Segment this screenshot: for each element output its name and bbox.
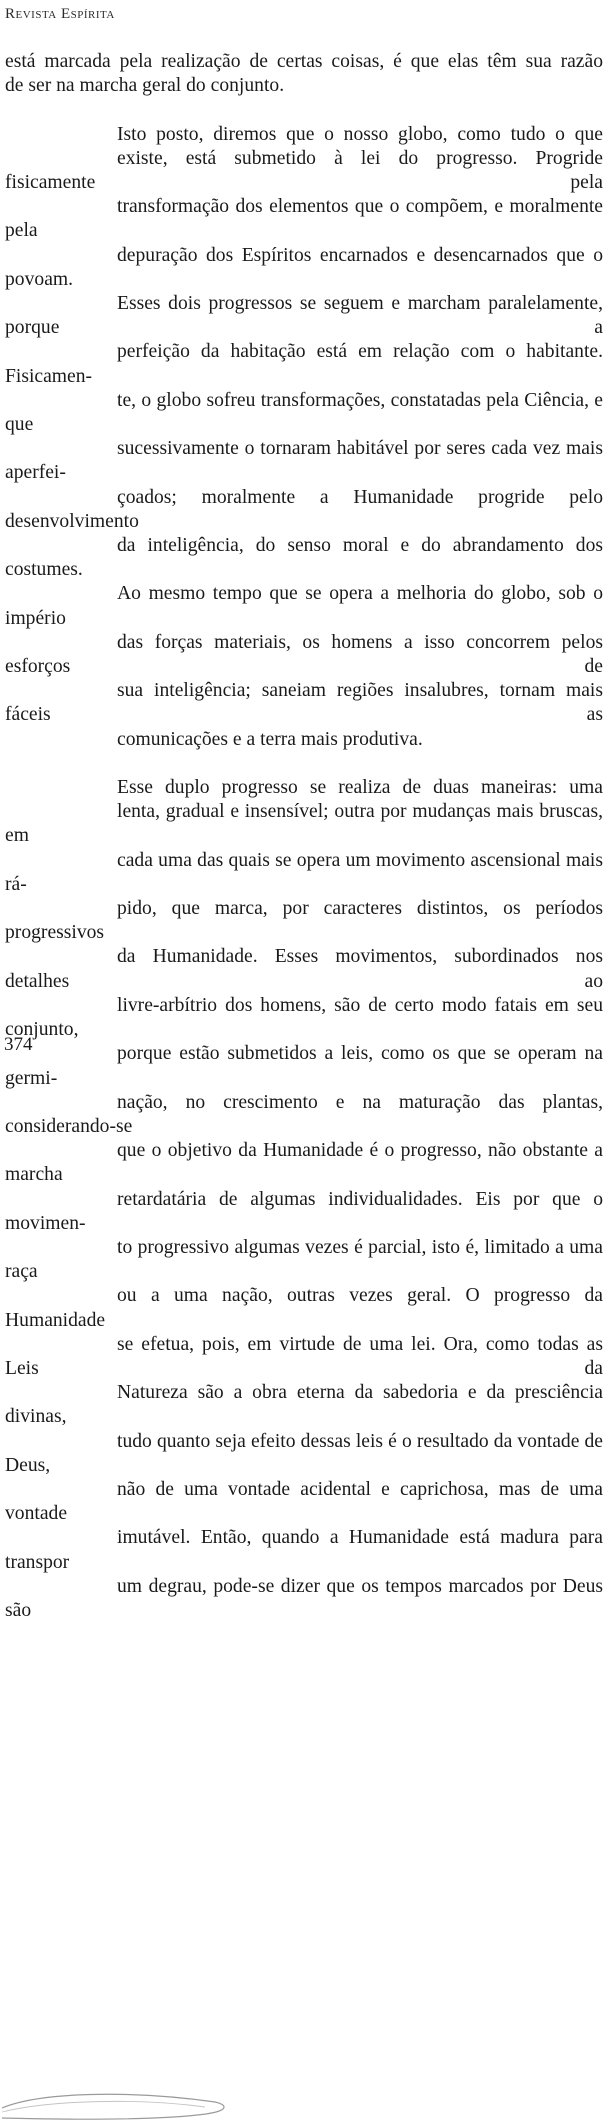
text-line: Ao mesmo tempo que se opera a melhoria do globo, sob o império [5, 583, 603, 629]
text-line: Esse duplo progresso se realiza de duas maneiras: uma [117, 777, 603, 799]
text-line: existe, está submetido à lei do progresso. Progride fisicamente pela [5, 147, 603, 193]
text-line: da inteligência, do senso moral e do abrandamento dos costumes. [5, 535, 603, 581]
text-line: to progressivo algumas vezes é parcial, isto é, limitado a uma raça [5, 1236, 603, 1283]
text-line: que o objetivo da Humanidade é o progresso, não obstante a marcha [5, 1140, 603, 1186]
text-line: não de uma vontade acidental e caprichosa, mas de uma vontade [5, 1478, 603, 1525]
decorative-swoosh-icon [0, 2078, 240, 2127]
text-line: cada uma das quais se opera um movimento ascensional mais rá- [5, 849, 603, 895]
text-line: está marcada pela realização de certas coisas, é que elas têm sua razão [5, 51, 603, 72]
text-line: Natureza são a obra eterna da sabedoria e da presciência divinas, [5, 1382, 603, 1428]
text-line: Isto posto, diremos que o nosso globo, como tudo o que [117, 123, 603, 145]
text-line: transformação dos elementos que o compõem, e moralmente pela [5, 196, 603, 242]
text-line: ou a uma nação, outras vezes geral. O progresso da Humanidade [5, 1285, 603, 1331]
text-line: comunicações e a terra mais produtiva. [117, 728, 423, 750]
page-number: 374 [4, 1034, 33, 1055]
text-line: sua inteligência; saneiam regiões insalubres, tornam mais fáceis as [5, 680, 603, 726]
text-line: lenta, gradual e insensível; outra por mudanças mais bruscas, em [5, 801, 603, 847]
text-line: te, o globo sofreu transformações, constatadas pela Ciência, e que [5, 389, 603, 436]
text-line: sucessivamente o tornaram habitável por seres cada vez mais aperfei- [5, 438, 603, 484]
running-header [5, 6, 115, 23]
text-line: pido, que marca, por caracteres distintos, os períodos progressivos [5, 898, 603, 944]
text-line: da Humanidade. Esses movimentos, subordinados nos detalhes ao [5, 946, 603, 992]
text-line: depuração dos Espíritos encarnados e desencarnados que o povoam. [5, 244, 603, 290]
text-line: livre-arbítrio dos homens, são de certo modo fatais em seu conjunto, [5, 994, 603, 1041]
paragraph [5, 123, 603, 752]
paragraph [5, 776, 603, 1623]
body-text [5, 50, 603, 1623]
text-line: imutável. Então, quando a Humanidade está madura para transpor [5, 1527, 603, 1573]
running-title: Revista Espírita [5, 6, 115, 22]
text-line: perfeição da habitação está em relação com o habitante. Fisicamen- [5, 341, 603, 387]
page-footer [0, 1034, 611, 1087]
text-line: um degrau, pode-se dizer que os tempos marcados por Deus são [5, 1575, 603, 1621]
text-line: se efetua, pois, em virtude de uma lei. Ora, como todas as Leis da [5, 1333, 603, 1379]
text-line: das forças materiais, os homens a isso concorrem pelos esforços de [5, 631, 603, 678]
text-line: de ser na marcha geral do conjunto. [5, 75, 285, 97]
text-line: porque estão submetidos a leis, como os que se operam na germi- [5, 1043, 603, 1089]
text-line: nação, no crescimento e na maturação das plantas, considerando-se [5, 1091, 603, 1137]
text-line: retardatária de algumas individualidades. Eis por que o movimen- [5, 1188, 603, 1234]
text-line: çoados; moralmente a Humanidade progride pelo desenvolvimento [5, 486, 603, 532]
paragraph [5, 50, 603, 98]
text-line: Esses dois progressos se seguem e marcham paralelamente, porque a [5, 293, 603, 339]
text-line: tudo quanto seja efeito dessas leis é o resultado da vontade de Deus, [5, 1430, 603, 1476]
